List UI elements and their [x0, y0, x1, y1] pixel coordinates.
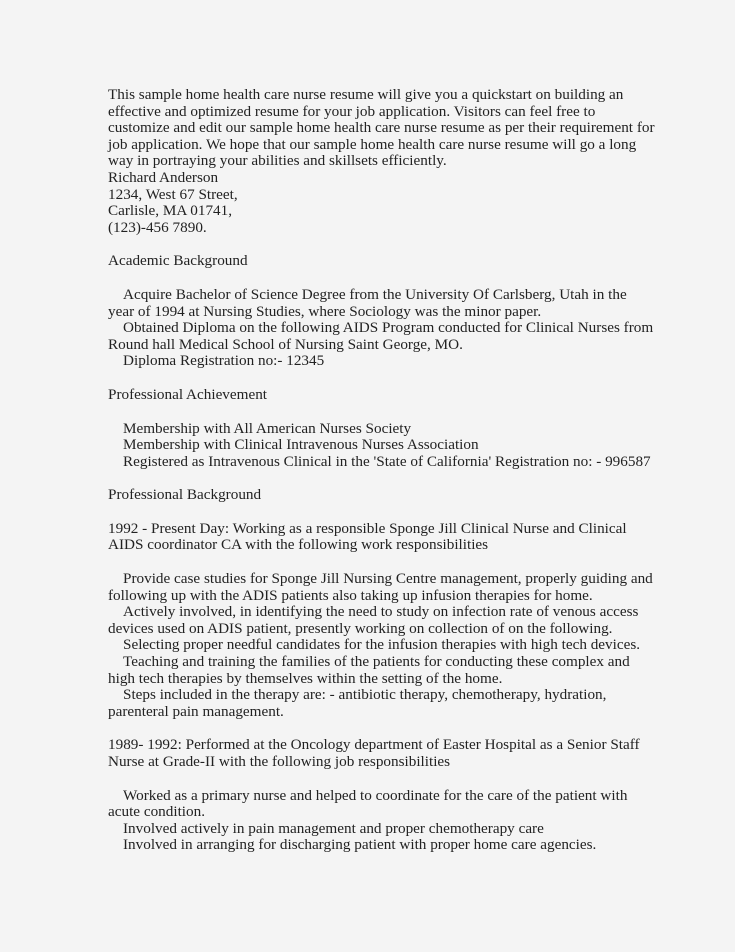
body-line: Obtained Diploma on the following AIDS Program conducted for Clinical Nurses from	[123, 319, 654, 337]
body-line: parenteral pain management.	[108, 702, 284, 720]
job-title-line: Nurse at Grade-II with the following job responsibilities	[108, 753, 451, 770]
job-title-line: 1992 - Present Day: Working as a responsible Sponge Jill Clinical Nurse and Clinical	[108, 519, 627, 537]
body-line: Acquire Bachelor of Science Degree from the University Of Carlsberg, Utah in the	[123, 285, 627, 303]
spacer	[108, 270, 628, 287]
spacer	[108, 771, 628, 788]
spacer	[108, 720, 628, 737]
body-line: Involved in arranging for discharging patient with proper home care agencies.	[123, 836, 597, 854]
spacer	[108, 370, 628, 387]
job-responsibilities	[108, 570, 653, 720]
body-line: Teaching and training the families of the patients for conducting these complex and	[123, 653, 630, 671]
intro-line: job application. We hope that our sample home health care nurse resume will go a long	[108, 135, 637, 153]
body-line: Actively involved, in identifying the need to study on infection rate of venous access	[123, 603, 639, 621]
contact-address-line-2: Carlisle, MA 01741,	[108, 202, 233, 220]
body-line: devices used on ADIS patient, presently working on collection of on the following.	[108, 619, 613, 637]
spacer	[108, 236, 628, 253]
intro-line: way in portraying your abilities and skillsets efficiently.	[108, 152, 447, 170]
intro-line: customize and edit our sample home health care nurse resume as per their requirement for	[108, 119, 655, 137]
body-line: Registered as Intravenous Clinical in the 'State of California' Registration no: - 996587	[123, 452, 651, 470]
body-line: year of 1994 at Nursing Studies, where Sociology was the minor paper.	[108, 302, 542, 320]
intro-paragraph	[108, 86, 655, 170]
academic-section	[108, 252, 654, 370]
section-heading-academic: Academic Background	[108, 252, 248, 270]
resume-document	[108, 86, 655, 854]
academic-lines	[108, 285, 654, 370]
body-line: Membership with All American Nurses Society	[123, 419, 412, 437]
section-heading-background: Professional Background	[108, 486, 262, 504]
body-line: Membership with Clinical Intravenous Nurses Association	[123, 436, 479, 454]
job-entry-1	[108, 519, 653, 721]
body-line: Round hall Medical School of Nursing Saint George, MO.	[108, 335, 463, 353]
spacer	[108, 470, 628, 487]
body-line: Diploma Registration no:- 12345	[123, 352, 325, 370]
contact-address-line-1: 1234, West 67 Street,	[108, 185, 238, 203]
body-line: high tech therapies by themselves within the setting of the home.	[108, 669, 503, 687]
body-line: Selecting proper needful candidates for the infusion therapies with high tech devices.	[123, 636, 641, 654]
body-line: Involved actively in pain management and proper chemotherapy care	[123, 819, 544, 837]
spacer	[108, 404, 628, 421]
spacer	[108, 554, 628, 571]
contact-phone: (123)-456 7890.	[108, 218, 207, 236]
body-line: Worked as a primary nurse and helped to coordinate for the care of the patient with	[123, 786, 628, 804]
contact-block	[108, 170, 628, 236]
section-heading-achievement: Professional Achievement	[108, 385, 268, 403]
intro-line: effective and optimized resume for your job application. Visitors can feel free to	[108, 102, 596, 120]
intro-line: This sample home health care nurse resume will give you a quickstart on building an	[108, 86, 624, 103]
body-line: Provide case studies for Sponge Jill Nursing Centre management, properly guiding and	[123, 570, 653, 588]
background-section	[108, 486, 653, 854]
body-line: acute condition.	[108, 803, 205, 821]
job-title-line: 1989- 1992: Performed at the Oncology department of Easter Hospital as a Senior Staff	[108, 736, 640, 754]
contact-name: Richard Anderson	[108, 168, 219, 186]
job-responsibilities	[108, 788, 628, 854]
job-entry-2	[108, 736, 640, 854]
achievement-section	[108, 385, 651, 470]
job-title-line: AIDS coordinator CA with the following work responsibilities	[108, 536, 489, 554]
body-line: following up with the ADIS patients also taking up infusion therapies for home.	[108, 586, 593, 604]
achievement-lines	[108, 419, 651, 471]
spacer	[108, 504, 628, 521]
body-line: Steps included in the therapy are: - antibiotic therapy, chemotherapy, hydration,	[123, 686, 607, 704]
